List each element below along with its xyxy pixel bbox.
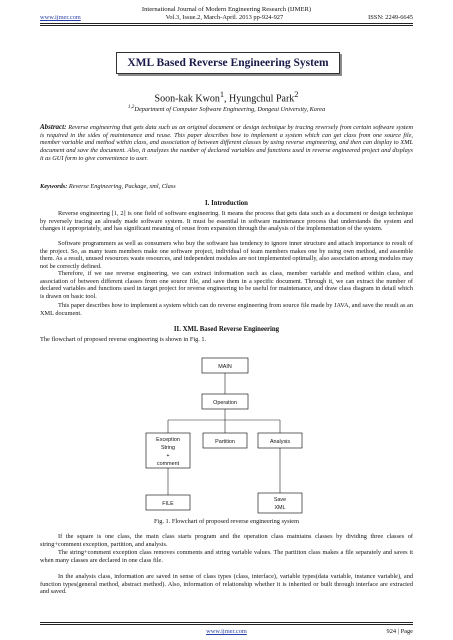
body-paragraph-2: The string+comment exception class removes comments and string variable values. The partition class makes a file separately and saves it when many classes are declared in one class file. [40, 549, 413, 564]
flowchart-exception-label: String [160, 445, 176, 451]
journal-issn: ISSN: 2249-6645 [368, 14, 413, 21]
figure-caption: Fig. 1. Flowchart of proposed reverse engineering system [154, 518, 299, 525]
body-paragraph-1: If the square is one class, the main class starts program and the operation class maintains classes by dividing three classes of string+comment exception, partition, and analysis. [40, 533, 413, 548]
flowchart-save-xml-label: XML [274, 505, 286, 511]
author-line [0, 90, 453, 104]
journal-volume: Vol.3, Issue.2, March-April. 2013 pp-924-927 [165, 14, 284, 21]
flowchart-operation-label: Operation [213, 400, 237, 406]
author-superscript: 1 [219, 90, 224, 99]
intro-paragraph-3: Therefore, if we use reverse engineering, we can extract information such as class, member variable and method within class, and association of between different classes from one source file, and save them in a specific document. Through it, we can extract the number of declared variables and functions used in target project for reverse engineering to be useful for maintenance, and draw class diagram in detail which is drawn on basic tool. [40, 270, 413, 301]
journal-name: International Journal of Modern Engineering Research (IJMER) [141, 6, 312, 13]
header-rule-top [40, 23, 413, 24]
journal-info-line [40, 14, 413, 21]
intro-paragraph-2: Software programmers as well as consumers who buy the software has tendency to ignore inner structure and attach importance to result of the project. So, as many team members make one software project, individual of team members makes one by using own method, and assemble them. As a result, unused resources waste resources, and independent modules are not implemented optimally, also association among modules may not be correctly defined. [40, 240, 413, 271]
flowchart-exception-label: Exception [156, 437, 180, 443]
flowchart-exception-label: + [166, 453, 170, 459]
author-name: Hyungchul Park [229, 93, 295, 105]
page-number: 924 | Page [386, 628, 413, 635]
abstract-label: Abstract: [40, 123, 67, 131]
flowchart-save-xml-label: Save [273, 497, 287, 503]
author-affiliation [0, 104, 453, 113]
paper-title: XML Based Reverse Engineering System [116, 52, 340, 74]
footer-rule-top [40, 622, 413, 623]
author-superscript: 2 [294, 90, 299, 99]
flowchart-partition-label: Partition [215, 439, 235, 445]
figure-intro-text: The flowchart of proposed reverse engineering is shown in Fig. 1. [40, 336, 207, 343]
affiliation-superscript: 1,2 [127, 104, 135, 110]
footer-website-link[interactable]: www.ijmer.com [206, 628, 247, 635]
affiliation-text: Department of Computer Software Engineering, Dongeui University, Korea [134, 106, 326, 114]
keywords [40, 183, 413, 191]
keywords-label: Keywords: [40, 183, 68, 190]
flowchart-figure [140, 356, 320, 516]
flowchart-main-label: MAIN [218, 364, 232, 370]
flowchart-file-label: FILE [162, 501, 174, 507]
abstract [40, 124, 413, 163]
header-rule-bottom [40, 25, 413, 26]
keywords-text: Reverse Engineering, Package, xml, Class [67, 183, 176, 190]
journal-website-link[interactable]: www.ijmer.com [40, 14, 81, 21]
section-heading-introduction: I. Introduction [205, 200, 248, 207]
body-paragraph-3: In the analysis class, information are saved in sense of class types (class, interface), variable types(data variable, instance variable), and function types(general method, abstract method). Also, information of relationship whether it is inherited or built through interface are extracted and saved. [40, 573, 413, 596]
author-name: Soon-kak Kwon [154, 93, 220, 105]
abstract-text: Reverse engineering that gets data such as an original document or design technique by tracing reversely from certain software system is required in the sides of maintenance and reuse. This paper describes how to implement a system which can get class from one source file, member variable and method within class, and association of between different classes by using reverse engineering, and then can display to XML document and save the document. Also, it analyzes the number of declared variables and functions used in reverse engineered project and displays it as GUI form to give convenience to user. [40, 124, 413, 162]
author-separator: , [224, 93, 229, 105]
flowchart-exception-label: comment [156, 461, 180, 467]
flowchart-analysis-label: Analysis [269, 439, 291, 445]
intro-paragraph-4: This paper describes how to implement a system which can do reverse engineering from source file made by JAVA, and save the result as an XML document. [40, 302, 413, 317]
section-heading-xml-reverse-engineering: II. XML Based Reverse Engineering [173, 326, 280, 333]
intro-paragraph-1: Reverse engineering [1, 2] is one field of software engineering. It means the process that gets data such as a document or design technique by reversely tracing an already made software system. It must be essential in software maintenance process that understands the system and changes it appropriately, and has significant meaning of reuse from expansion through the analysis of the implementation of the system. [40, 210, 413, 233]
footer-rule-bottom [40, 624, 413, 625]
